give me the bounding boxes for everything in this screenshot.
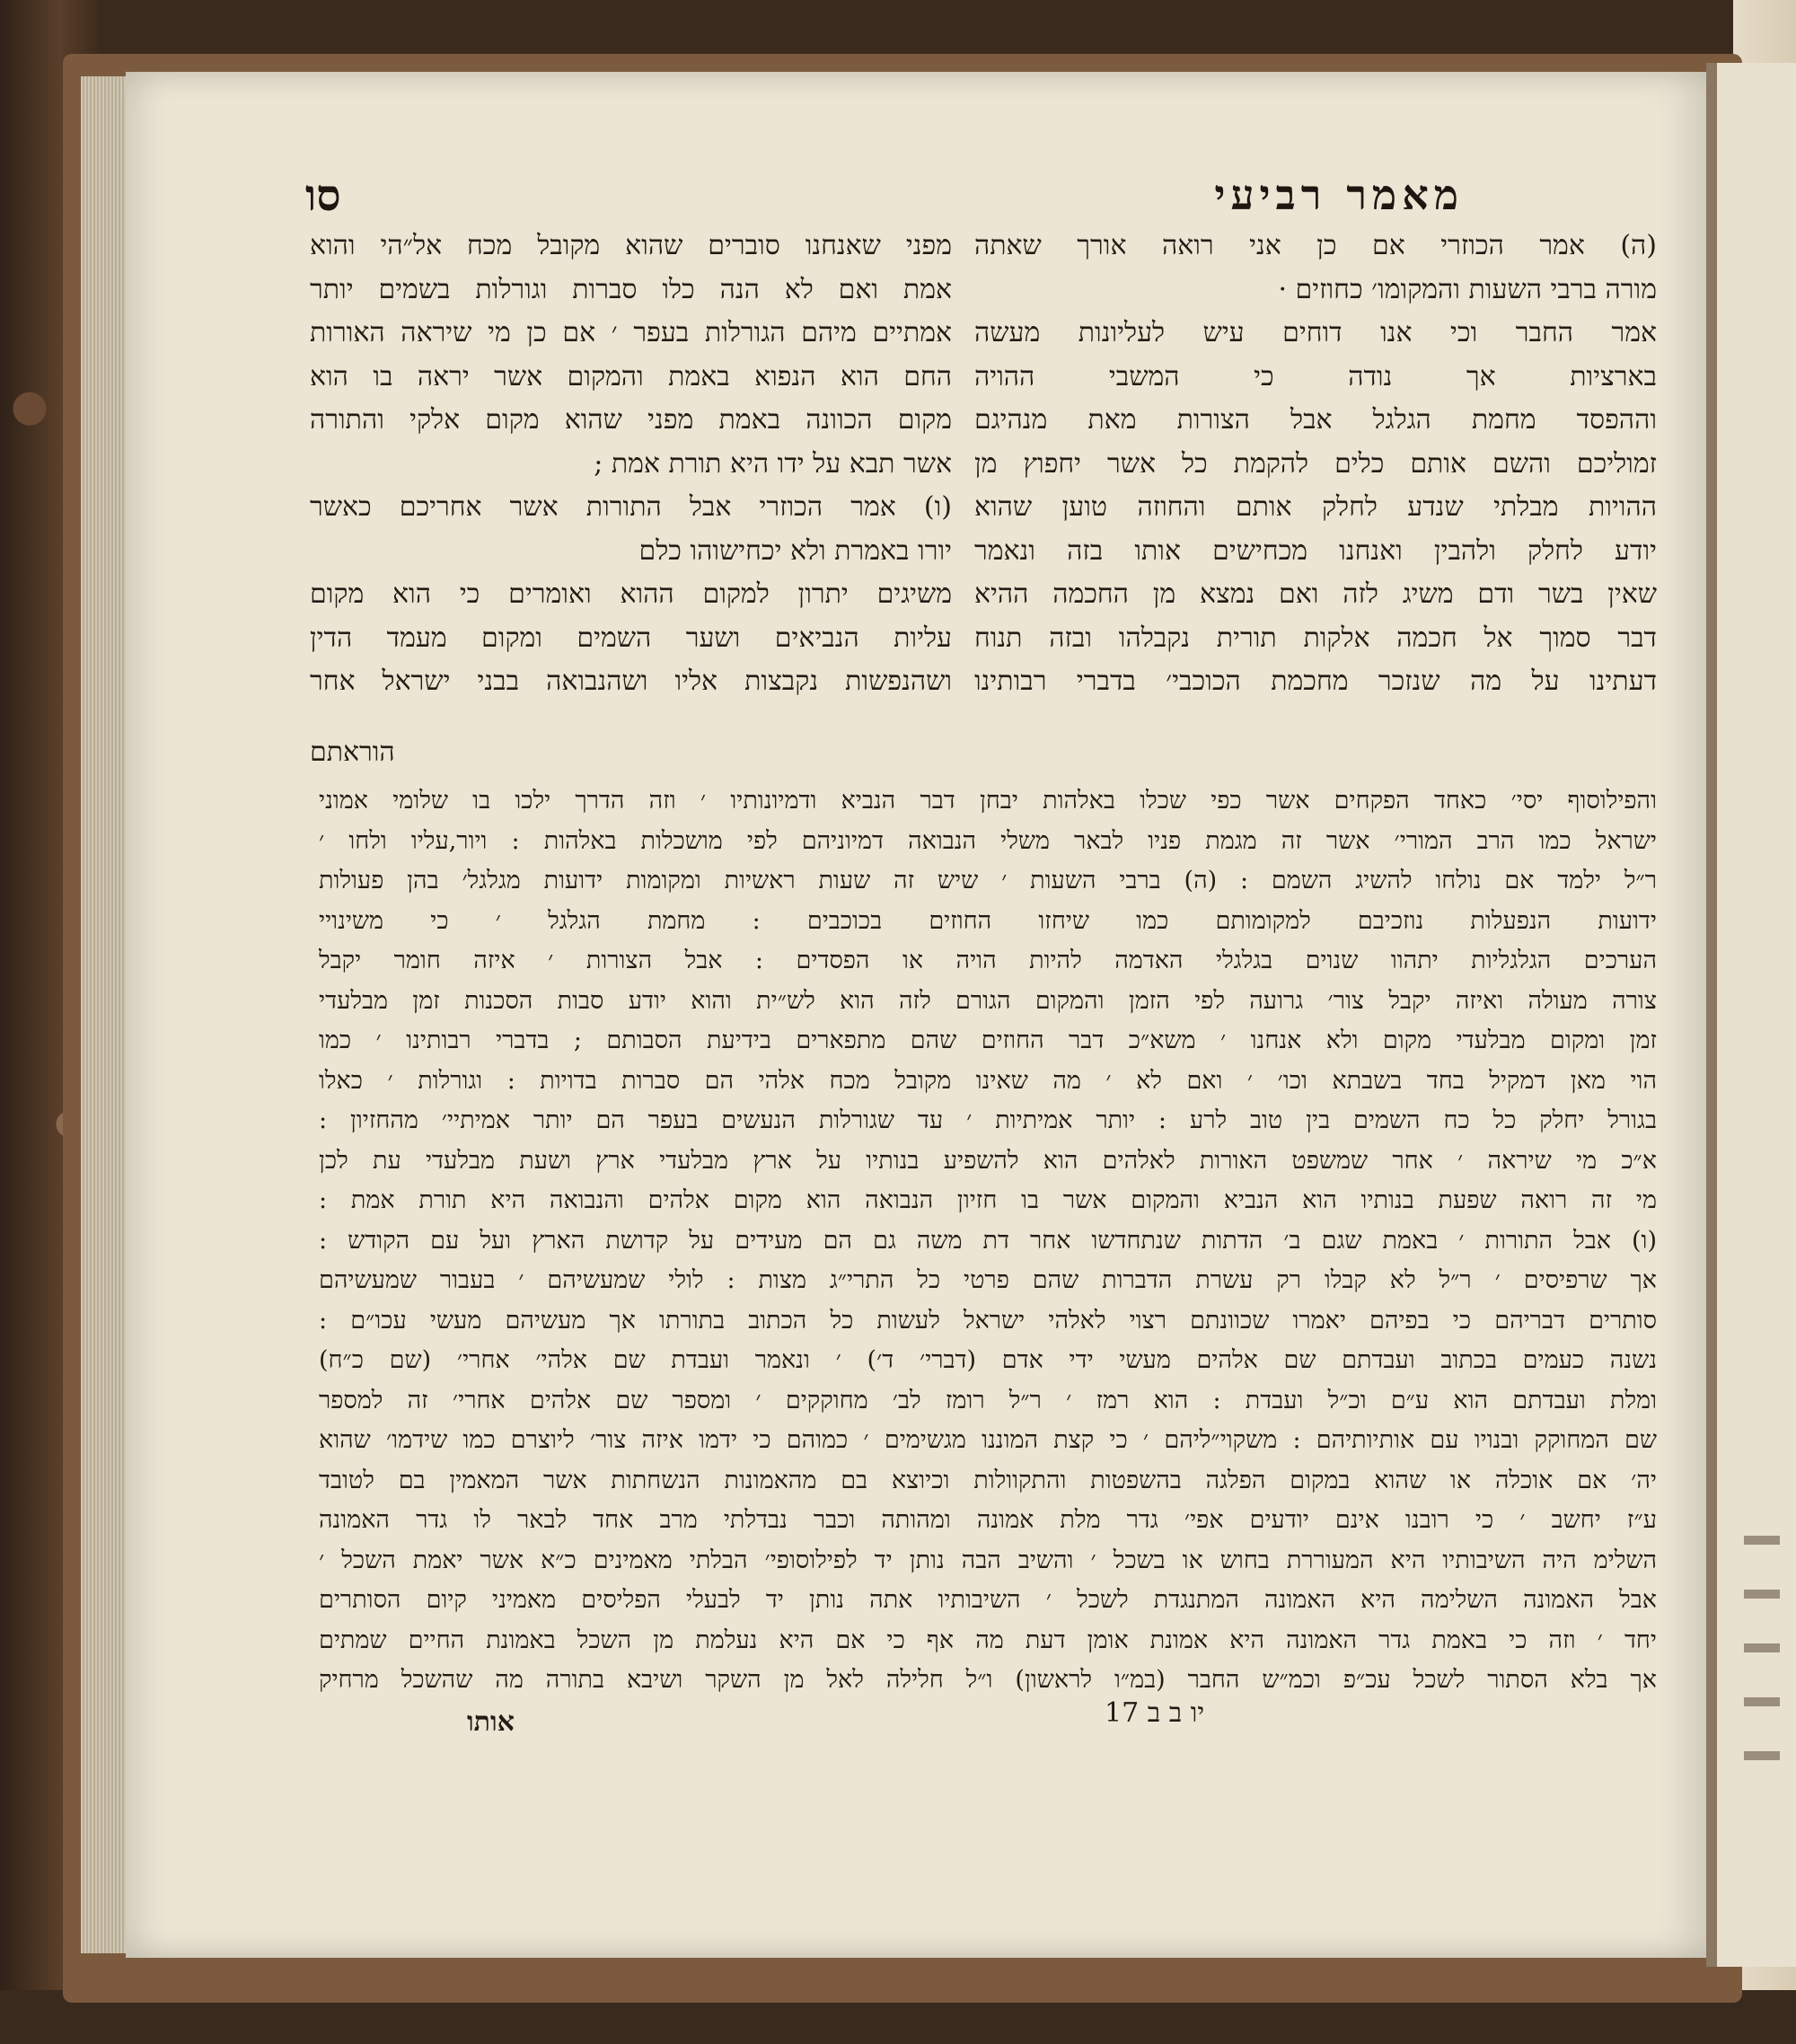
commentary-line: אבל האמונה השלימה היא האמונה המתנגדת לשכל ׳ השיבותיו אתה נותן יד לבעלי הפליסים מאמיני קיום הסותרים [319,1586,1657,1614]
text-line: דבר סמוך אל חכמה אלקות תורית נקבלהו ובזה תנוח [974,621,1657,654]
commentary-line: זמן ומקום מבלעדי מקום ולא אנחנו ׳ משא״כ דבר החוזים שהם מתפארים בידיעת הסבותם ; בדברי רבותינו ׳ כמו [319,1026,1657,1054]
commentary-line: ע״ז יחשב ׳ כי רובנו אינם יודעים אפי׳ גדר מלת אמונה ומהותה וכבר נבדלתי מרב אחד לבאר לו גדר האמונה [319,1506,1657,1534]
commentary-line: השלימ היה השיבותיו היא המעוררת בחוש או בשכל ׳ והשיב הבה נותן יד לפילוסופי׳ הבלתי מאמינים כ״א אשר יאמת השכל ׳ [319,1546,1657,1574]
commentary-line: ר״ל ילמד אם נולחו להשיג השמם : (ה) ברבי השעות ׳ שיש זה שעות ראשיות ומקומות ידועות מגלגל׳ בהן פעולות [319,867,1657,894]
commentary-line: בגורל יחלק כל כח השמים בין טוב לרע : יותר אמיתיות ׳ עד שגורלות הנעשים בעפר הם יותר אמיתיי׳ מהחזיון : [319,1106,1657,1134]
text-line: (ה) אמר הכוזרי אם כן אני רואה אורך שאתה [974,230,1657,261]
text-line: אשר תבא על ידו היא תורת אמת ; [594,447,952,480]
commentary-line: (ו) אבל התורות ׳ באמת שגם ב׳ הדתות שנתחדשו אחר דת משה גם הם מעידים על קדושת הארץ ועל עם הקודש : [319,1226,1657,1255]
text-line: בארציות אך נודה כי המשבי ההויה [974,360,1657,392]
text-line: (ו) אמר הכוזרי אבל התורות אשר אחריכם כאשר [310,491,952,523]
text-line: שאין בשר ודם משיג לזה ואם נמצא מן החכמה ההיא [974,578,1657,610]
text-line: מפני שאנחנו סוברים שהוא מקובל מכח אל״הי והוא [310,230,952,261]
commentary-line: אך בלא הסתור לשכל עכ״פ וכמ״ש החבר (במ״ו לראשון) ו״ל חלילה לאל מן השקר ושיבא בתורה מה שהשכל מרחיק [319,1666,1657,1694]
running-head: מאמר רביעי [1214,171,1464,219]
text-line: החם הוא הנפוא באמת והמקום אשר יראה בו הוא [310,360,952,392]
commentary-line: הערכים הגלגליות יתהוו שנוים בגלגלי האדמה להיות הויה או הפסדים : אבל הצורות ׳ איזה חומר יקבל [319,947,1657,974]
text-line: אמת ואם לא הנה כלו סברות וגורלות בשמים יותר [310,273,952,305]
commentary-line: והפילוסוף יסי׳ כאחד הפקחים אשר כפי שכלו באלהות יבחן דבר הנביא ודמיונותיו ׳ וזה הדרך ילכו בו שלומי אמוני [319,787,1657,815]
text-line: אמתיים מיהם הגורלות בעפר ׳ אם כן מי שיראה האורות [310,317,952,348]
commentary-line: צורה מעולה ואיזה יקבל צור׳ גרועה לפי הזמן והמקום הגורם לזה הוא לש״ית והוא יודע סבות הסכנות זמן מבלעדי [319,986,1657,1015]
text-line: זמוליכם והשם אותם כלים להקמת כל אשר יחפוץ מן [974,447,1657,480]
text-line: מקום הכוונה באמת מפני שהוא מקום אלקי והתורה [310,404,952,436]
commentary-line: שם המחוקק ובנויו עם אותיותיהם : משקוי״ליהם ׳ כי קצת המוננו מגשימים ׳ כמוהם כי ידמו איזה צור׳ ליוצרם כמו שידמו׳ שהוא [319,1426,1657,1454]
page-number: סו [305,171,341,221]
commentary-line: יה׳ אם אוכלה או שהוא במקום הפלגה בהשפטות והתקוולות וכיוצא בם מהאמונות הנשחתות אשר המאמין בם לטובד [319,1466,1657,1494]
commentary-line: סותרים דבריהם כי בפיהם יאמרו שכוונתם רצוי לאלהי ישראל לעשות כל הכתוב בתורתו אך מעשיהם מעשי עכו״ם : [319,1306,1657,1335]
text-line: ושהנפשות נקבצות אליו ושהנבואה בבני ישראל אחר [310,665,952,697]
commentary-line: אך שרפיסים ׳ ר״ל לא קבלו רק עשרת הדברות שהם פרטי כל התרי״ג מצות : לולי שמעשיהם ׳ בעבור שמעשיהם [319,1266,1657,1294]
catchword: אותו [467,1706,515,1738]
text-line: דעתינו על מה שנזכר מחכמת הכוכבי׳ בדברי רבותינו [974,665,1657,697]
text-line: וההפסד מחמת הגלגל אבל הצורות מאת מנהיגם [974,404,1657,436]
commentary-line: יחד ׳ וזה כי באמת גדר האמונה היא אמונת אומן דעת מה אף כי אם היא נעלמת מן השכל באמונת החיים שמתים [319,1626,1657,1654]
text-line: יורו באמרת ולא יכחישוהו כלם [638,534,952,567]
signature-mark: יו ב ב 17 [1105,1697,1205,1729]
commentary-line: ומלת ועבדתם הוא ע״ם וכ״ל ועבדת : הוא רמז ׳ ר״ל רומז לב׳ מחוקקים ׳ ומספר שם אלהים אחרי׳ זה למספר [319,1386,1657,1414]
commentary-line: הוי מאן דמקיל בחד בשבתא וכו׳ ׳ ואם לא ׳ מה שאינו מקובל מכח אלהי הם סברות בדויות : וגורלות ׳ כאלו [319,1066,1657,1095]
commentary-line: נשנה כעמים בכתוב ועבדתם שם אלהים מעשי ידי אדם (דברי׳ ד׳) ׳ ונאמר ועבדת שם אלהי׳ אחרי׳ (שם כ״ח) [319,1346,1657,1374]
commentary-line: מי זה רואה שפעת בנותיו הוא הנביא והמקום אשר בו חזיון הנבואה הוא מקום אלהים והנבואה היא תורת אמת : [319,1186,1657,1214]
text-line: יודע לחלק ולהבין ואנחנו מכחישים אותו בזה ונאמר [974,534,1657,567]
text-line: אמר החבר וכי אנו דוחים עיש לעליונות מעשה [974,317,1657,348]
text-line: עליות הנביאים ושער השמים ומקום מעמד הדין [310,621,952,654]
commentary-line: ידועות הנפעלות נוזכיבם למקומותם כמו שיחזו החוזים בכוכבים : מחמת הגלגל ׳ כי משינויי [319,906,1657,935]
text-line: משיגים יתרון למקום ההוא ואומרים כי הוא מקום [310,578,952,610]
text-line: ההויות מבלתי שנדע לחלק אותם והחוזה טוען שהוא [974,491,1657,523]
left-column [310,225,952,704]
commentary-line: ישראל כמו הרב המורי׳ אשר זה מגמת פניו לבאר משלי הנבואה דמיוניהם לפי מושכלות באלהות : ויור,עליו ולחו ׳ [319,826,1657,855]
catchword: הוראתם [310,736,395,768]
facing-page [1717,63,1796,1967]
text-line: מורה ברבי השעות והמקומו׳ כחוזים · [1278,273,1657,305]
commentary-block [319,781,1657,1701]
right-column [974,225,1657,704]
commentary-line: א״כ מי שיראה ׳ אחר שמשפט האורות לאלהים הוא להשפיע בנותיו על ארץ מבלעדי ארץ ושעת מבלעדי עת לכן [319,1146,1657,1175]
gutter [1706,63,1717,1967]
